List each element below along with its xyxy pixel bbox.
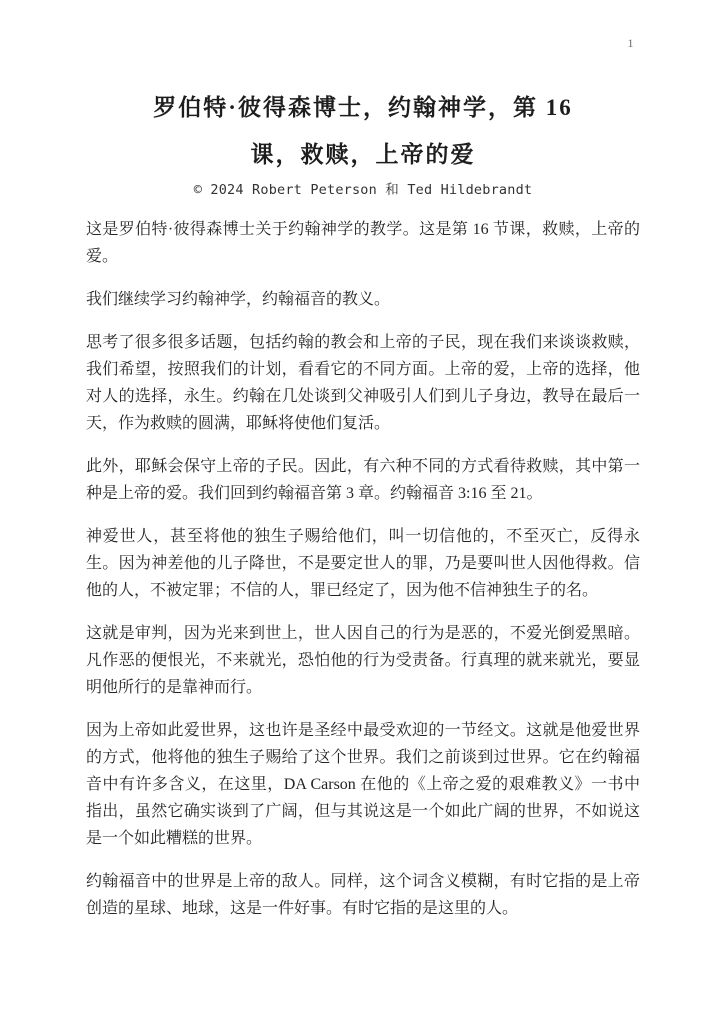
paragraph-7: 因为上帝如此爱世界，这也许是圣经中最受欢迎的一节经文。这就是他爱世界的方式，他将他的独生子赐给了这个世界。我们之前谈到过世界。它在约翰福音中有许多含义，在这里，DA Carson 在他的《上帝之爱的艰难教义》一书中指出，虽然它确实谈到了广阔，但与其说这是一个如此广阔的世界，不如说这是一个如此糟糕的世界。 — [86, 722, 640, 847]
paragraph-8: 约翰福音中的世界是上帝的敌人。同样，这个词含义模糊，有时它指的是上帝创造的星球、地球，这是一件好事。有时它指的是这里的人。 — [86, 873, 640, 917]
paragraph-1: 这是罗伯特·彼得森博士关于约翰神学的教学。这是第 16 节课，救赎，上帝的爱。 — [86, 221, 640, 265]
paragraph-2: 我们继续学习约翰神学，约翰福音的教义。 — [86, 291, 391, 308]
paragraph-5: 神爱世人，甚至将他的独生子赐给他们，叫一切信他的，不至灭亡，反得永生。因为神差他的儿子降世，不是要定世人的罪，乃是要叫世人因他得救。信他的人，不被定罪；不信的人，罪已经定了，因为他不信神独生子的名。 — [86, 528, 640, 599]
paragraph-4: 此外，耶稣会保守上帝的子民。因此，有六种不同的方式看待救赎，其中第一种是上帝的爱。我们回到约翰福音第 3 章。约翰福音 3:16 至 21。 — [86, 458, 640, 502]
document-title — [86, 84, 640, 178]
page-number: 1 — [627, 36, 634, 50]
copyright-line: © 2024 Robert Peterson 和 Ted Hildebrandt — [193, 182, 533, 198]
document-title-line-1: 罗伯特·彼得森博士，约翰神学，第 16 — [153, 95, 573, 120]
document-title-line-2: 课，救赎，上帝的爱 — [250, 142, 476, 167]
document-body — [86, 216, 640, 922]
paragraph-6: 这就是审判，因为光来到世上，世人因自己的行为是恶的，不爱光倒爱黑暗。凡作恶的便恨光，不来就光，恐怕他的行为受责备。行真理的就来就光，要显明他所行的是靠神而行。 — [86, 625, 640, 696]
paragraph-3: 思考了很多很多话题，包括约翰的教会和上帝的子民，现在我们来谈谈救赎，我们希望，按照我们的计划，看看它的不同方面。上帝的爱，上帝的选择，他对人的选择，永生。约翰在几处谈到父神吸引人们到儿子身边，教导在最后一天，作为救赎的圆满，耶稣将使他们复活。 — [86, 334, 640, 432]
